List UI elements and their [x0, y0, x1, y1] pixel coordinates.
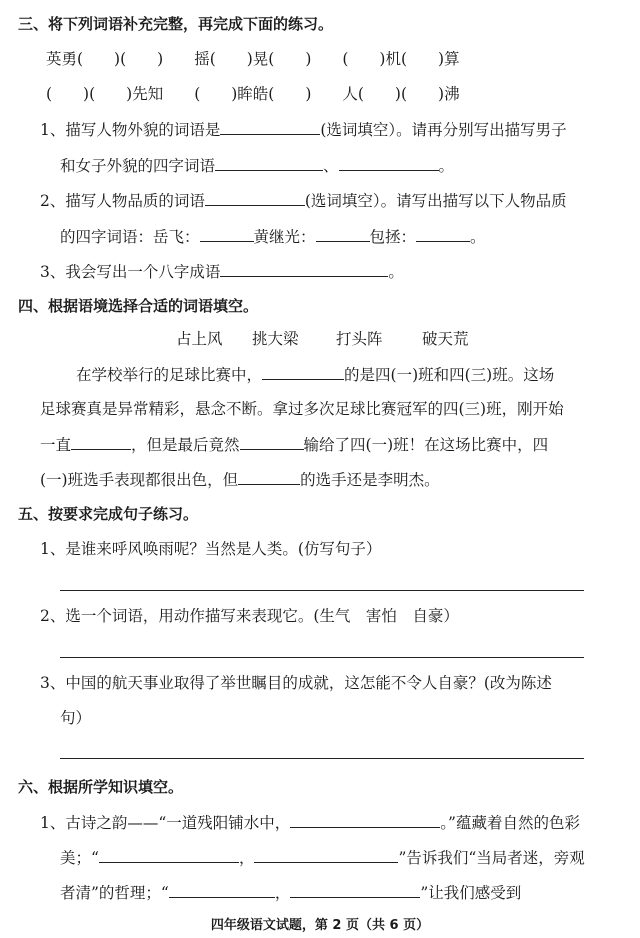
idiom-row-1: 英勇( )( ) 摇( )晃( ) ( )机( )算 [46, 50, 460, 68]
answer-blank[interactable] [339, 155, 439, 171]
answer-blank[interactable] [220, 119, 320, 135]
word-option: 挑大梁 [252, 330, 299, 348]
s3-question-3: 3、我会写出一个八字成语 。 [40, 263, 404, 281]
section-4-title: 四、根据语境选择合适的词语填空。 [18, 297, 259, 315]
answer-line[interactable] [60, 758, 584, 759]
answer-blank[interactable] [205, 190, 305, 206]
answer-blank[interactable] [290, 812, 440, 828]
word-option: 打头阵 [336, 330, 383, 348]
s4-paragraph-line-2: 足球赛真是异常精彩，悬念不断。拿过多次足球比赛冠军的四(三)班，刚开始 [40, 400, 564, 418]
answer-blank[interactable] [215, 155, 323, 171]
answer-blank[interactable] [254, 847, 398, 863]
answer-blank[interactable] [262, 364, 344, 380]
answer-blank[interactable] [99, 847, 239, 863]
word-option: 占上风 [176, 330, 223, 348]
answer-blank[interactable] [416, 226, 470, 242]
s6-line-2: 美；“ ， ”告诉我们“当局者迷，旁观 [60, 849, 585, 867]
s3-question-2-line-1: 2、描写人物品质的词语 (选词填空）。请写出描写以下人物品质 [40, 192, 567, 210]
s3-question-2-line-2: 的四字词语：岳飞： 黄继光： 包拯： 。 [60, 228, 486, 246]
answer-blank[interactable] [316, 226, 370, 242]
section-6-title: 六、根据所学知识填空。 [18, 778, 184, 796]
s6-line-3: 者清”的哲理；“ ， ”让我们感受到 [60, 884, 522, 902]
answer-blank[interactable] [200, 226, 254, 242]
s4-paragraph-line-3: 一直 ，但是最后竟然 输给了四(一)班！在这场比赛中，四 [40, 436, 549, 454]
answer-blank[interactable] [240, 434, 304, 450]
s5-question-3-line-1: 3、中国的航天事业取得了举世瞩目的成就，这怎能不令人自豪？(改为陈述 [40, 674, 552, 692]
answer-blank[interactable] [290, 882, 420, 898]
s5-question-3-line-2: 句） [60, 709, 92, 727]
s3-question-1-line-1: 1、描写人物外貌的词语是 (选词填空）。请再分别写出描写男子 [40, 121, 567, 139]
answer-line[interactable] [60, 590, 584, 591]
s5-question-2: 2、选一个词语，用动作描写来表现它。(生气 害怕 自豪） [40, 607, 459, 625]
section-3-title: 三、将下列词语补充完整，再完成下面的练习。 [18, 15, 334, 33]
answer-blank[interactable] [71, 434, 131, 450]
s4-paragraph-line-1: 在学校举行的足球比赛中， 的是四(一)班和四(三)班。这场 [76, 366, 555, 384]
answer-blank[interactable] [238, 469, 300, 485]
answer-blank[interactable] [169, 882, 275, 898]
idiom-row-2: ( )( )先知 ( )眸皓( ) 人( )( )沸 [46, 85, 460, 103]
s5-question-1: 1、是谁来呼风唤雨呢？当然是人类。(仿写句子） [40, 540, 382, 558]
page-footer: 四年级语文试题，第 2 页（共 6 页） [210, 918, 430, 933]
word-option: 破天荒 [422, 330, 469, 348]
s3-question-1-line-2: 和女子外貌的四字词语 、 。 [60, 157, 455, 175]
word-bank [176, 329, 469, 349]
s6-line-1: 1、古诗之韵——“一道残阳铺水中， 。”蕴藏着自然的色彩 [40, 814, 580, 832]
s4-paragraph-line-4: (一)班选手表现都很出色，但 的选手还是李明杰。 [40, 471, 440, 489]
answer-blank[interactable] [220, 261, 388, 277]
section-5-title: 五、按要求完成句子练习。 [18, 505, 199, 523]
answer-line[interactable] [60, 657, 584, 658]
